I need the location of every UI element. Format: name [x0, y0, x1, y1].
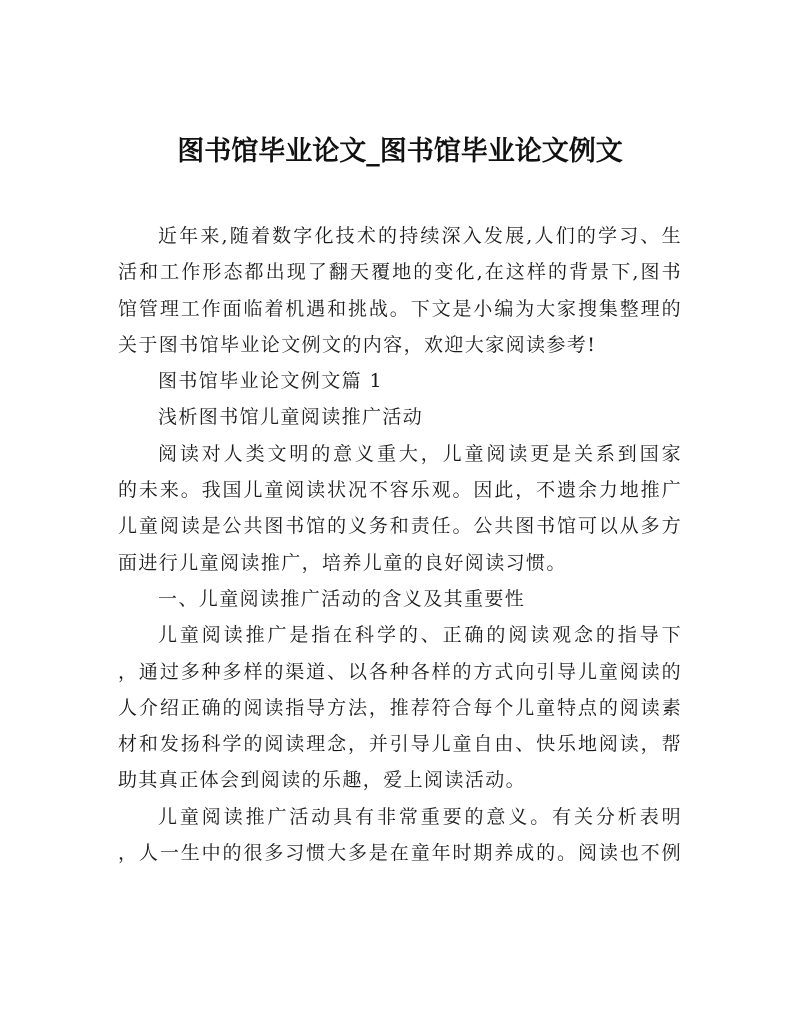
text-line: 儿童阅读推广活动具有非常重要的意义。有关分析表明: [158, 805, 682, 828]
text-line: 面进行儿童阅读推广，培养儿童的良好阅读习惯。: [118, 551, 567, 574]
paragraph-definition: [118, 617, 682, 798]
text-line: 儿童阅读推广是指在科学的、正确的阅读观念的指导下: [158, 624, 682, 647]
paragraph-meaning: [118, 436, 682, 581]
paragraph-importance: [118, 799, 682, 872]
text-line: 近年来,随着数字化技术的持续深入发展,人们的学习、生: [158, 225, 682, 247]
text-line: 关于图书馆毕业论文例文的内容，欢迎大家阅读参考!: [118, 333, 597, 356]
text-line: 阅读对人类文明的意义重大，儿童阅读更是关系到国家: [158, 442, 682, 465]
article-title: [118, 399, 682, 435]
document-body: [118, 218, 682, 871]
text-line: 活和工作形态都出现了翻天覆地的变化,在这样的背景下,图书: [118, 261, 682, 284]
text-line: 一、儿童阅读推广活动的含义及其重要性: [158, 587, 526, 610]
paragraph-intro: [118, 218, 682, 363]
subheading-1: [118, 581, 682, 617]
text-line: 助其真正体会到阅读的乐趣，爱上阅读活动。: [118, 769, 527, 792]
text-line: 的未来。我国儿童阅读状况不容乐观。因此，不遗余力地推广: [118, 479, 682, 502]
text-line: 图书馆毕业论文例文篇 1: [158, 370, 383, 393]
text-line: 材和发扬科学的阅读理念，并引导儿童自由、快乐地阅读，帮: [118, 733, 682, 756]
document-title: 图书馆毕业论文_图书馆毕业论文例文: [177, 136, 623, 167]
text-line: 儿童阅读是公共图书馆的义务和责任。公共图书馆可以从多方: [118, 515, 682, 538]
text-line: 馆管理工作面临着机遇和挑战。下文是小编为大家搜集整理的: [118, 297, 682, 320]
text-line: 浅析图书馆儿童阅读推广活动: [158, 406, 424, 429]
section-heading: [118, 363, 682, 399]
text-line: ，人一生中的很多习惯大多是在童年时期养成的。阅读也不例: [118, 842, 682, 865]
text-line: ，通过多种多样的渠道、以各种各样的方式向引导儿童阅读的: [118, 660, 682, 683]
text-line: 人介绍正确的阅读指导方法，推荐符合每个儿童特点的阅读素: [118, 696, 682, 719]
